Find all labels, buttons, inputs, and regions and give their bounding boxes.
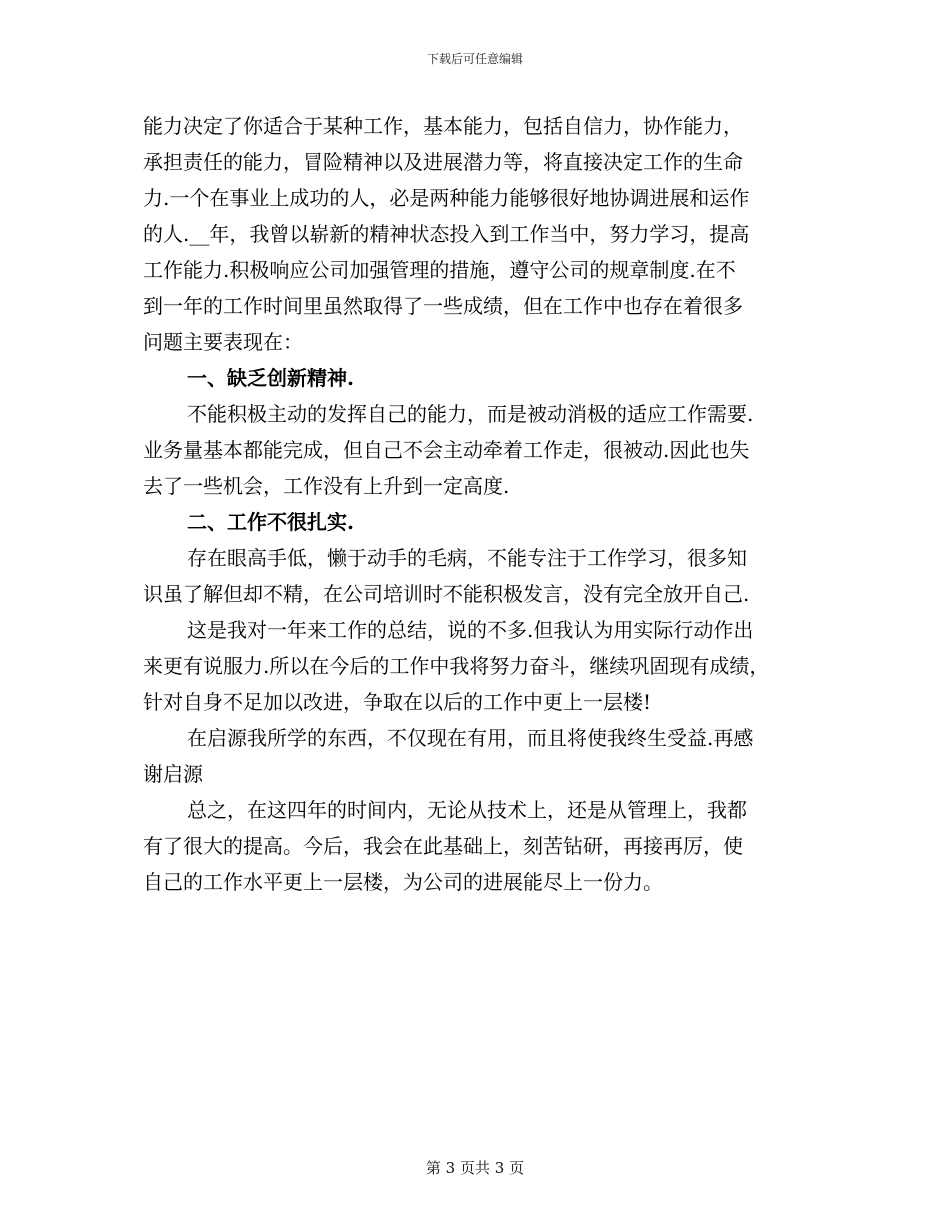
paragraph-line: 总之，在这四年的时间内，无论从技术上，还是从管理上，我都: [187, 798, 747, 822]
paragraph-line: 的人.__年，我曾以崭新的精神状态投入到工作当中，努力学习，提高: [143, 222, 750, 246]
page-footer: 第 3 页共 3 页: [425, 1159, 525, 1177]
paragraph-line: 能力决定了你适合于某种工作，基本能力，包括自信力，协作能力，: [143, 114, 743, 138]
paragraph-line: 力.一个在事业上成功的人，必是两种能力能够很好地协调进展和运作: [143, 186, 750, 210]
paragraph-line: 不能积极主动的发挥自己的能力，而是被动消极的适应工作需要.: [187, 402, 754, 426]
paragraph-line: 业务量基本都能完成，但自己不会主动牵着工作走，很被动.因此也失: [143, 438, 750, 462]
section-heading: 二、工作不很扎实.: [187, 510, 354, 534]
paragraph-line: 在启源我所学的东西，不仅现在有用，而且将使我终生受益.再感: [187, 726, 754, 750]
paragraph-line: 有了很大的提高。今后，我会在此基础上，刻苦钻研，再接再厉，使: [143, 834, 743, 858]
paragraph-line: 问题主要表现在：: [143, 330, 303, 354]
paragraph-line: 存在眼高手低，懒于动手的毛病，不能专注于工作学习，很多知: [187, 546, 747, 570]
document-body: [143, 108, 823, 900]
paragraph-line: 到一年的工作时间里虽然取得了一些成绩，但在工作中也存在着很多: [143, 294, 743, 318]
paragraph-line: 工作能力.积极响应公司加强管理的措施，遵守公司的规章制度.在不: [143, 258, 736, 282]
paragraph-line: 针对自身不足加以改进，争取在以后的工作中更上一层楼!: [143, 690, 652, 714]
paragraph-line: 这是我对一年来工作的总结，说的不多.但我认为用实际行动作出: [187, 618, 754, 642]
section-heading: 一、缺乏创新精神.: [187, 366, 354, 390]
paragraph-line: 谢启源: [143, 762, 203, 786]
paragraph-line: 承担责任的能力，冒险精神以及进展潜力等，将直接决定工作的生命: [143, 150, 743, 174]
page-header: 下载后可任意编辑: [426, 52, 523, 66]
paragraph-line: 自己的工作水平更上一层楼，为公司的进展能尽上一份力。: [143, 870, 663, 894]
paragraph-line: 识虽了解但却不精，在公司培训时不能积极发言，没有完全放开自己.: [143, 582, 750, 606]
paragraph-line: 来更有说服力.所以在今后的工作中我将努力奋斗，继续巩固现有成绩，: [143, 654, 770, 678]
paragraph-line: 去了一些机会，工作没有上升到一定高度.: [143, 474, 510, 498]
